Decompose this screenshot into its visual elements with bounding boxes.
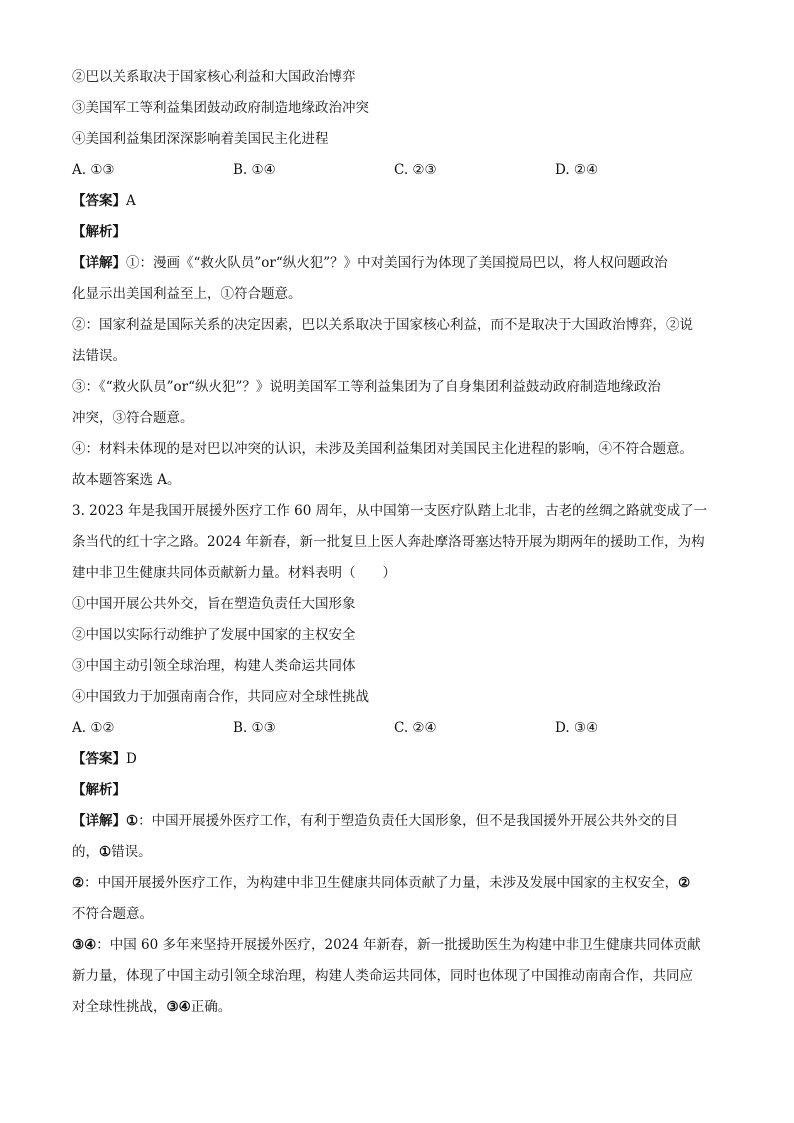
q3-option-d: D. ③④ (555, 720, 599, 736)
q3-statement-1: ①中国开展公共外交，旨在塑造负责任大国形象 (72, 596, 356, 612)
q2-detail-line-3: ②：国家利益是国际关系的决定因素，巴以关系取决于国家核心利益，而不是取决于大国政治博弈，②说 (72, 317, 693, 333)
answer-value: A (126, 193, 136, 209)
detail-tag: 【详解】 (72, 813, 126, 829)
q2-analysis-tag: 【解析】 (72, 224, 126, 240)
q2-option-c: C. ②③ (394, 162, 437, 178)
q2-option-d: D. ②④ (555, 162, 599, 178)
answer-tag: 【答案】 (72, 193, 126, 209)
q3-stem-line-2: 条当代的红十字之路。2024 年新春，新一批复旦上医人奔赴摩洛哥塞达特开展为期两年的援助工作，为构 (72, 534, 705, 550)
q3-detail-line-6: 新力量，体现了中国主动引领全球治理，构建人类命运共同体，同时也体现了中国推动南南合作，共同应 (72, 968, 693, 984)
q2-option-b: B. ①④ (233, 162, 276, 178)
q2-detail-line-2: 化显示出美国利益至上，①符合题意。 (72, 286, 302, 302)
q3-detail-line-4: 不符合题意。 (72, 906, 153, 922)
q3-detail-line-1: 【详解】①：中国开展援外医疗工作，有利于塑造负责任大国形象，但不是我国援外开展公共外交的目 (72, 813, 679, 829)
q3-stem-line-1: 3. 2023 年是我国开展援外医疗工作 60 周年，从中国第一支医疗队踏上北非，古老的丝绸之路就变成了一 (72, 503, 708, 519)
q2-options (72, 155, 724, 186)
q3-statement-4: ④中国致力于加强南南合作，共同应对全球性挑战 (72, 689, 369, 705)
q3-option-b: B. ①③ (233, 720, 276, 736)
answer-value: D (126, 751, 137, 767)
detail-tag: 【详解】 (72, 255, 126, 271)
q3-option-a: A. ①② (72, 720, 115, 736)
q3-statement-2: ②中国以实际行动维护了发展中国家的主权安全 (72, 627, 356, 643)
q2-detail-line-5: ③：《“救火队员”or“纵火犯”？》说明美国军工等利益集团为了自身集团利益鼓动政府制造地缘政治 (72, 379, 661, 395)
q2-detail-line-7: ④：材料未体现的是对巴以冲突的认识，未涉及美国利益集团对美国民主化进程的影响，④不符合题意。 (72, 441, 693, 457)
q2-conclusion: 故本题答案选 A。 (72, 472, 181, 488)
q3-stem-line-3: 建中非卫生健康共同体贡献新力量。材料表明（ ） (72, 565, 396, 581)
q2-detail-line-1: 【详解】①：漫画《“救火队员”or“纵火犯”？》中对美国行为体现了美国搅局巴以，将人权问题政治 (72, 255, 668, 271)
q3-analysis-tag: 【解析】 (72, 782, 126, 798)
document-page (72, 62, 724, 1023)
q2-option-a: A. ①③ (72, 162, 115, 178)
q3-detail-line-3: ②：中国开展援外医疗工作，为构建中非卫生健康共同体贡献了力量，未涉及发展中国家的主权安全，② (72, 875, 691, 891)
q2-answer (72, 186, 724, 217)
q2-statement-3: ③美国军工等利益集团鼓动政府制造地缘政治冲突 (72, 100, 369, 116)
q3-detail-line-2: 的，①错误。 (72, 844, 152, 860)
q3-option-c: C. ②④ (394, 720, 437, 736)
q3-statement-3: ③中国主动引领全球治理，构建人类命运共同体 (72, 658, 356, 674)
q3-detail-line-5: ③④：中国 60 多年来坚持开展援外医疗，2024 年新春，新一批援助医生为构建中非卫生健康共同体贡献 (72, 937, 701, 953)
q2-statement-4: ④美国利益集团深深影响着美国民主化进程 (72, 131, 329, 147)
q3-options (72, 713, 724, 744)
q3-detail-line-7: 对全球性挑战，③④正确。 (72, 999, 232, 1015)
q2-detail-line-6: 冲突，③符合题意。 (72, 410, 194, 426)
q3-answer (72, 744, 724, 775)
q2-statement-2: ②巴以关系取决于国家核心利益和大国政治博弈 (72, 69, 356, 85)
q2-detail-line-4: 法错误。 (72, 348, 126, 364)
answer-tag: 【答案】 (72, 751, 126, 767)
